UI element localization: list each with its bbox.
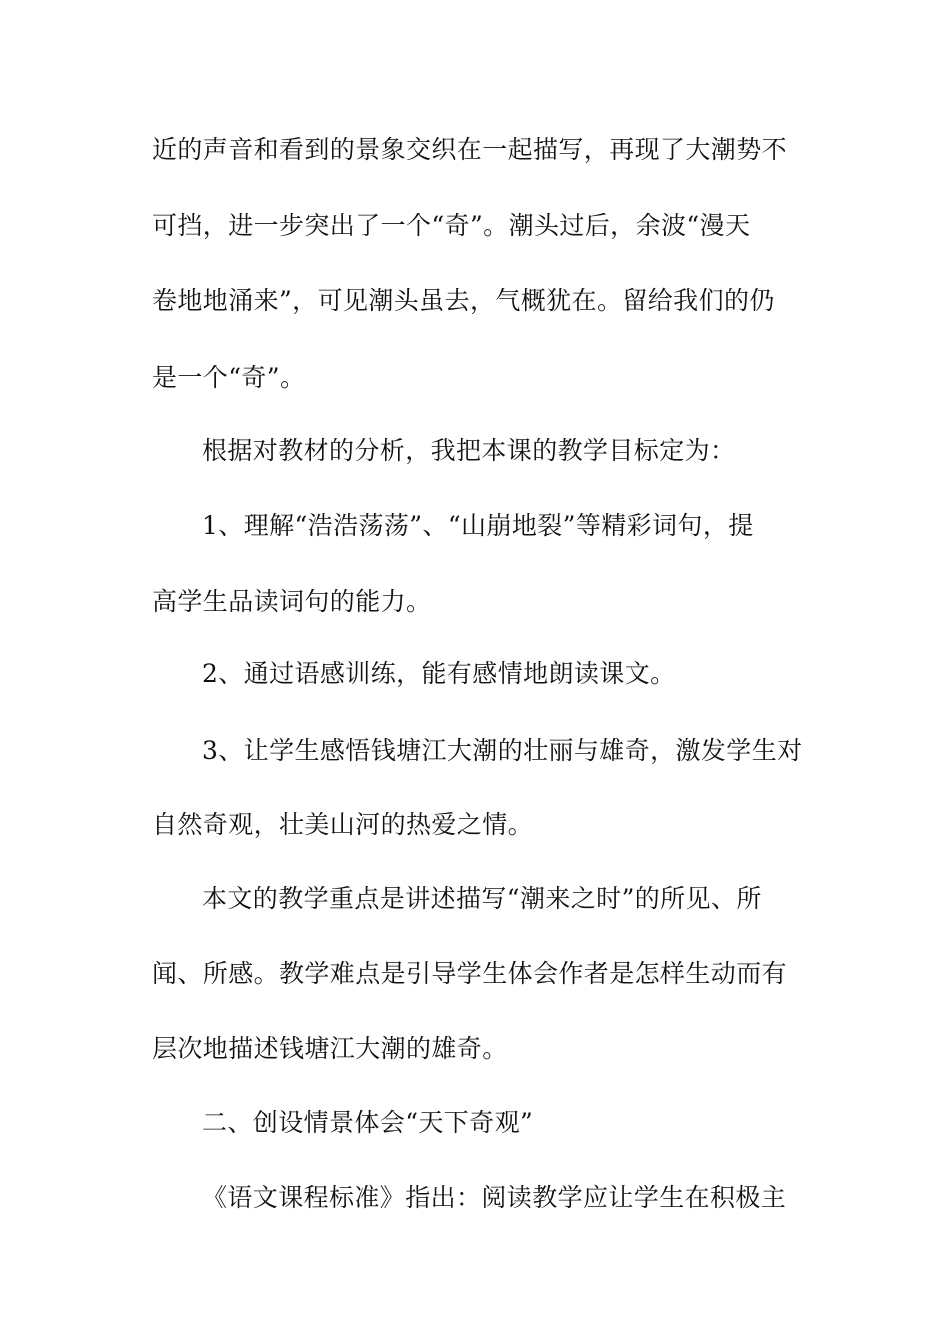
text-line: 近的声音和看到的景象交织在一起描写，再现了大潮势不 [152, 135, 788, 164]
objective-item-2: 2、通过语感训练，能有感情地朗读课文。 [202, 659, 676, 688]
objective-item-1: 1、理解“浩浩荡荡”、“山崩地裂”等精彩词句，提 [202, 511, 754, 540]
text-line: 可挡，进一步突出了一个“奇”。潮头过后，余波“漫天 [152, 211, 751, 240]
objective-item-3: 3、让学生感悟钱塘江大潮的壮丽与雄奇，激发学生对 [202, 736, 803, 765]
paragraph-line: 本文的教学重点是讲述描写“潮来之时”的所见、所 [202, 884, 762, 913]
paragraph-line: 根据对教材的分析，我把本课的教学目标定为： [202, 436, 736, 465]
section-heading: 二、创设情景体会“天下奇观” [202, 1108, 534, 1137]
text-line: 是一个“奇”。 [152, 363, 306, 392]
text-line: 卷地地涌来”，可见潮头虽去，气概犹在。留给我们的仍 [152, 286, 775, 315]
text-line: 层次地描述钱塘江大潮的雄奇。 [152, 1034, 508, 1063]
paragraph-line: 《语文课程标准》指出：阅读教学应让学生在积极主 [202, 1183, 787, 1212]
text-line: 闻、所感。教学难点是引导学生体会作者是怎样生动而有 [152, 959, 788, 988]
text-line: 高学生品读词句的能力。 [152, 587, 432, 616]
text-line: 自然奇观，壮美山河的热爱之情。 [152, 810, 534, 839]
